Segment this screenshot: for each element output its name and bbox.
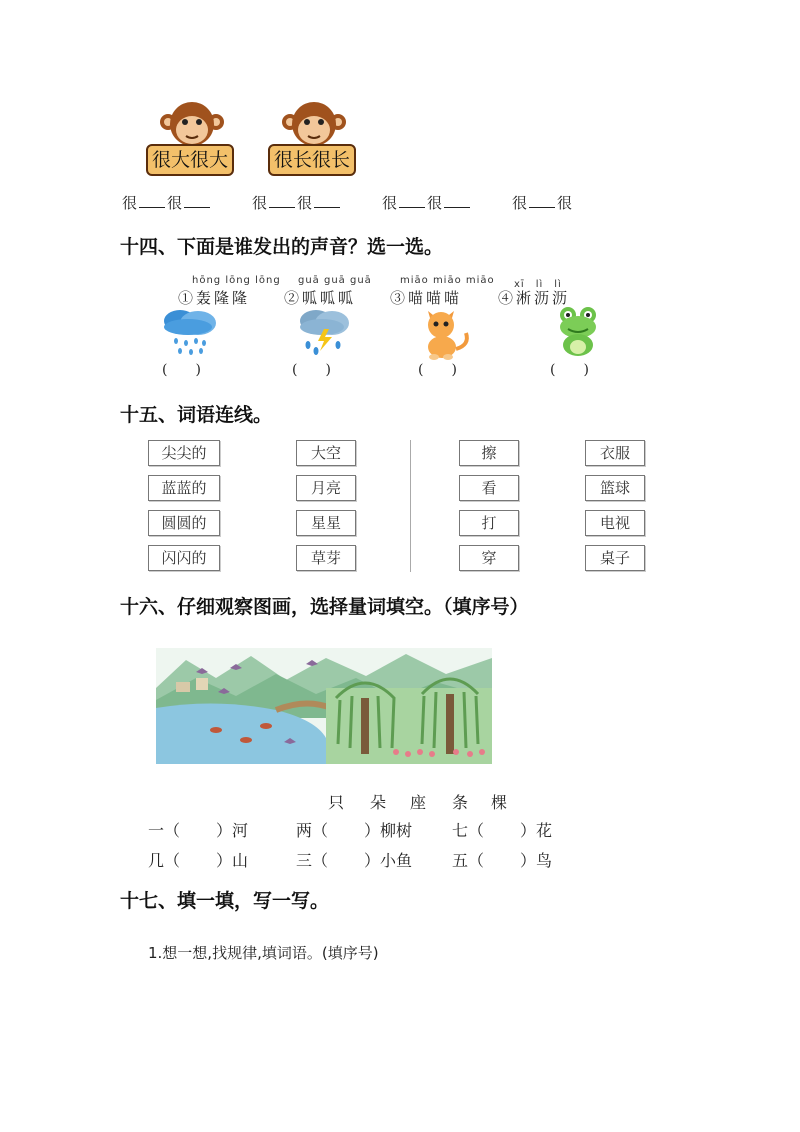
word-box[interactable]: 闪闪的 bbox=[148, 545, 220, 571]
measure-fill-2: 两（ ）柳树 bbox=[296, 821, 413, 840]
sound-item-1 bbox=[162, 275, 281, 378]
sound-item-2 bbox=[284, 275, 396, 378]
pinyin: hōng lōng lōng bbox=[192, 275, 281, 286]
word-box[interactable]: 桌子 bbox=[585, 545, 645, 571]
measure-fill-4: 几（ ）山 bbox=[148, 851, 249, 870]
fill-item-1: 很 很 bbox=[122, 192, 212, 213]
blank[interactable] bbox=[399, 193, 425, 208]
pinyin: guā guā guā bbox=[298, 275, 372, 286]
rain-cloud-icon bbox=[158, 305, 222, 359]
word-box[interactable]: 星星 bbox=[296, 510, 356, 536]
section-17-subquestion: 1.想一想,找规律,填词语。(填序号) bbox=[148, 944, 379, 962]
fill-item-4: 很 很 bbox=[512, 194, 573, 212]
monkey-card-2 bbox=[268, 100, 364, 180]
sound-word: ①轰隆隆 bbox=[178, 289, 251, 307]
measure-fill-3: 七（ ）花 bbox=[452, 821, 553, 840]
monkey-card-1 bbox=[146, 100, 242, 180]
cat-icon bbox=[420, 305, 476, 361]
word-box[interactable]: 大空 bbox=[296, 440, 356, 466]
answer-paren[interactable]: ( ) bbox=[550, 362, 589, 378]
blank[interactable] bbox=[529, 193, 555, 208]
monkey-label: 很大很大 bbox=[146, 144, 234, 176]
measure-fill-1: 一（ ）河 bbox=[148, 821, 249, 840]
fill-item-2: 很 很 bbox=[252, 192, 342, 213]
frog-icon bbox=[556, 305, 602, 357]
divider bbox=[410, 440, 411, 572]
word-box[interactable]: 草芽 bbox=[296, 545, 356, 571]
measure-word: 条 bbox=[452, 793, 469, 812]
monkey-icon bbox=[282, 100, 346, 148]
sound-item-4 bbox=[498, 275, 608, 378]
thunderstorm-icon bbox=[294, 305, 354, 359]
sound-item-3 bbox=[390, 275, 502, 378]
section-14-title: 十四、下面是谁发出的声音？选一选。 bbox=[120, 236, 444, 258]
sound-word: ③喵喵喵 bbox=[390, 289, 463, 307]
word-box[interactable]: 穿 bbox=[459, 545, 519, 571]
word-box[interactable]: 擦 bbox=[459, 440, 519, 466]
answer-paren[interactable]: ( ) bbox=[418, 362, 457, 378]
word-box[interactable]: 圆圆的 bbox=[148, 510, 220, 536]
measure-fill-6: 五（ ）鸟 bbox=[452, 851, 553, 870]
word-box[interactable]: 篮球 bbox=[585, 475, 645, 501]
fill-item-3: 很 很 bbox=[382, 192, 472, 213]
answer-paren[interactable]: ( ) bbox=[292, 362, 331, 378]
word-box[interactable]: 衣服 bbox=[585, 440, 645, 466]
monkey-icon bbox=[160, 100, 224, 148]
blank[interactable] bbox=[139, 193, 165, 208]
section-15-title: 十五、词语连线。 bbox=[120, 404, 273, 426]
measure-word: 座 bbox=[410, 793, 427, 812]
section-17-title: 十七、填一填，写一写。 bbox=[120, 890, 330, 912]
measure-word: 只 bbox=[328, 793, 345, 812]
pinyin: xī lì lì bbox=[514, 279, 562, 290]
measure-word: 棵 bbox=[491, 793, 508, 812]
word-box[interactable]: 月亮 bbox=[296, 475, 356, 501]
word-box[interactable]: 看 bbox=[459, 475, 519, 501]
word-box[interactable]: 电视 bbox=[585, 510, 645, 536]
answer-paren[interactable]: ( ) bbox=[162, 362, 201, 378]
section-16-title: 十六、仔细观察图画，选择量词填空。（填序号） bbox=[120, 596, 529, 618]
monkey-label: 很长很长 bbox=[268, 144, 356, 176]
sound-word: ②呱呱呱 bbox=[284, 289, 357, 307]
blank[interactable] bbox=[184, 193, 210, 208]
word-box[interactable]: 尖尖的 bbox=[148, 440, 220, 466]
sound-word: ④淅沥沥 bbox=[498, 289, 571, 307]
blank[interactable] bbox=[269, 193, 295, 208]
measure-fill-5: 三（ ）小鱼 bbox=[296, 851, 413, 870]
measure-word: 朵 bbox=[370, 793, 387, 812]
blank[interactable] bbox=[314, 193, 340, 208]
river-scene-illustration bbox=[156, 648, 492, 764]
blank[interactable] bbox=[444, 193, 470, 208]
pinyin: miāo miāo miāo bbox=[400, 275, 495, 286]
word-box[interactable]: 蓝蓝的 bbox=[148, 475, 220, 501]
word-box[interactable]: 打 bbox=[459, 510, 519, 536]
